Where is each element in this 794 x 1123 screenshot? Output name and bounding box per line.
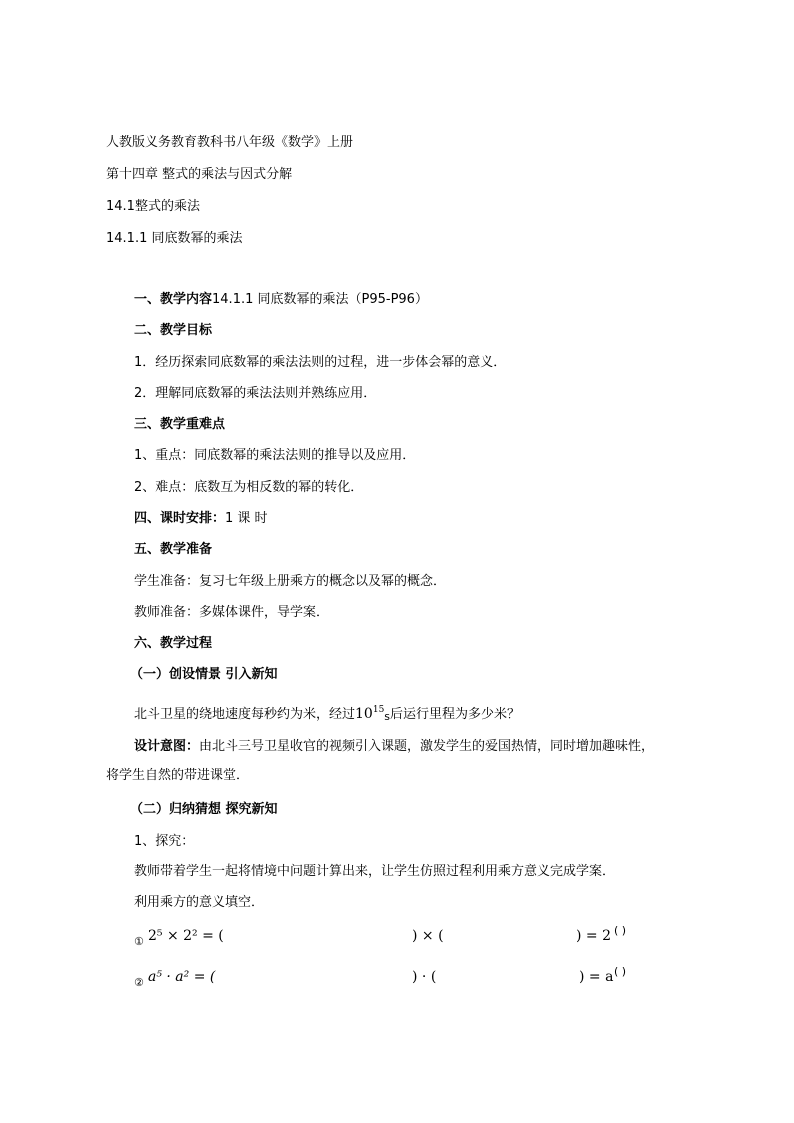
eq2-lhs: a⁵ · a² = ( bbox=[148, 969, 216, 985]
explore-label: 1、探究： bbox=[134, 834, 195, 849]
question-base: 10 bbox=[355, 706, 373, 722]
question-line bbox=[134, 705, 520, 726]
fill-prompt: 利用乘方的意义填空． bbox=[134, 895, 265, 910]
question-unit: s bbox=[384, 710, 391, 723]
process-heading: 六、教学过程 bbox=[134, 636, 213, 651]
eq1-mid: ) × ( bbox=[412, 928, 444, 944]
question-after: 后运行里程为多少米？ bbox=[390, 707, 521, 722]
objectives-heading: 二、教学目标 bbox=[134, 323, 213, 338]
eq2-exponent-blank[interactable]: ( ) bbox=[614, 965, 627, 978]
part1-heading: （一）创设情景 引入新知 bbox=[130, 667, 278, 682]
preparation-item: 教师准备：多媒体课件，导学案． bbox=[134, 605, 330, 620]
circled-one-marker: ① bbox=[134, 935, 144, 948]
question-power bbox=[355, 706, 384, 722]
eq1-exponent-blank[interactable]: ( ) bbox=[614, 924, 627, 937]
objective-item: 1．经历探索同底数幂的乘法法则的过程，进一步体会幂的意义． bbox=[134, 355, 507, 370]
content-text: 14.1.1 同底数幂的乘法（P95-P96） bbox=[212, 292, 428, 307]
circled-two-marker: ② bbox=[134, 976, 144, 989]
design-line bbox=[134, 738, 654, 756]
schedule-text: 1 课 时 bbox=[225, 511, 268, 526]
design-label: 设计意图： bbox=[134, 739, 200, 754]
eq1-rhs: ) = 2 bbox=[576, 928, 611, 944]
question-before: 北斗卫星的绕地速度每秒约为米，经过 bbox=[134, 707, 356, 722]
book-title: 人教版义务教育教科书八年级《数学》上册 bbox=[106, 135, 354, 150]
design-continuation: 将学生自然的带进课堂． bbox=[106, 768, 250, 783]
eq1-lhs: 2⁵ × 2² = ( bbox=[148, 928, 224, 944]
schedule-line bbox=[134, 510, 268, 528]
eq2-mid: ) · ( bbox=[412, 969, 437, 985]
subsection-title: 14.1.1 同底数幂的乘法 bbox=[106, 231, 243, 246]
chapter-title: 第十四章 整式的乘法与因式分解 bbox=[106, 167, 293, 182]
preparation-heading: 五、教学准备 bbox=[134, 542, 213, 557]
design-text: 由北斗三号卫星收官的视频引入课题，激发学生的爱国热情，同时增加趣味性， bbox=[199, 739, 655, 754]
part2-heading: （二）归纳猜想 探究新知 bbox=[130, 802, 278, 817]
keypoints-heading: 三、教学重难点 bbox=[134, 417, 226, 432]
instruction-text: 教师带着学生一起将情境中问题计算出来，让学生仿照过程利用乘方意义完成学案． bbox=[134, 864, 616, 879]
schedule-heading: 四、课时安排： bbox=[134, 511, 226, 526]
question-exponent: 15 bbox=[372, 705, 385, 715]
content-heading: 一、教学内容 bbox=[134, 292, 213, 307]
section-title: 14.1整式的乘法 bbox=[106, 199, 200, 214]
eq2-rhs: ) = a bbox=[579, 969, 614, 985]
content-line bbox=[134, 291, 428, 309]
keypoint-item: 1、重点：同底数幂的乘法法则的推导以及应用． bbox=[134, 448, 416, 463]
objective-item: 2．理解同底数幂的乘法法则并熟练应用． bbox=[134, 386, 377, 401]
preparation-item: 学生准备：复习七年级上册乘方的概念以及幂的概念． bbox=[134, 574, 447, 589]
keypoint-item: 2、难点：底数互为相反数的幂的转化． bbox=[134, 480, 364, 495]
